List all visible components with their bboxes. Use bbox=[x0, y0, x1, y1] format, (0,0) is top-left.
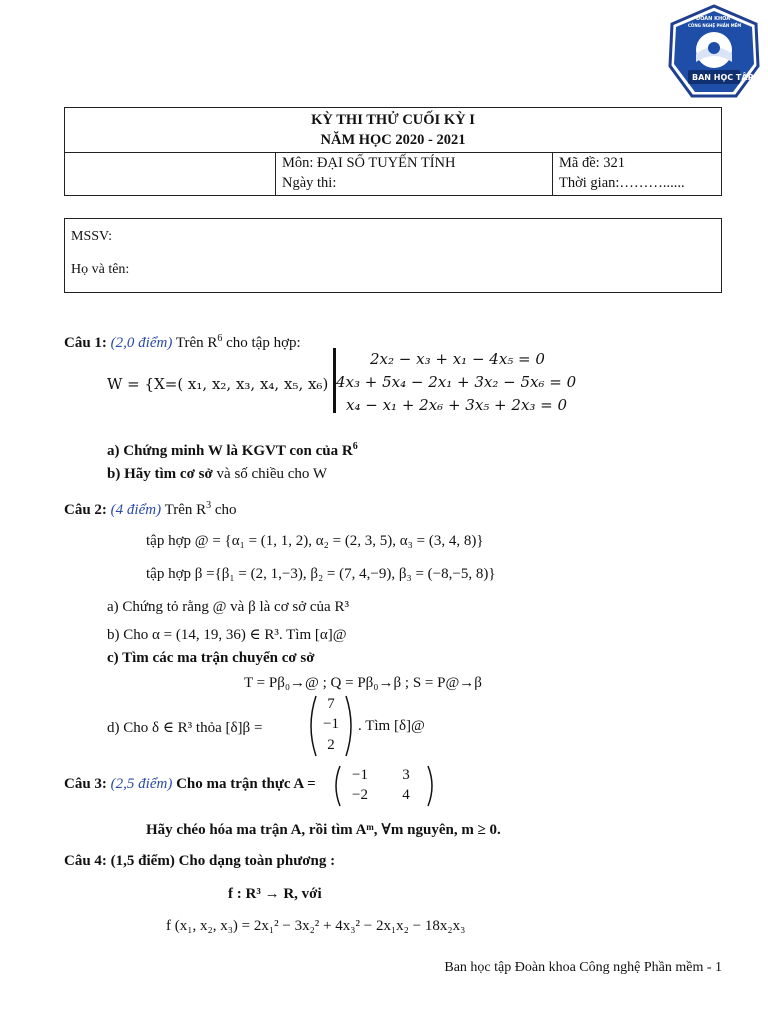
q2-sup: 3 bbox=[206, 500, 212, 511]
q1-points: (2,0 điểm) bbox=[110, 335, 173, 351]
q2-set2: tập hợp β ={β₁ = (2, 1,−3), β₂ = (7, 4,−9), β₃ = (−8,−5, 8)} bbox=[146, 566, 496, 582]
q1-a bbox=[107, 441, 358, 460]
exam-header-table bbox=[64, 107, 722, 196]
q2-intro: Trên R bbox=[164, 502, 207, 518]
exam-title-cell bbox=[65, 108, 722, 153]
exam-title: KỲ THI THỬ CUỐI KỲ I bbox=[311, 112, 475, 128]
q3-matrix bbox=[332, 764, 436, 808]
q1-set-lhs: W = {X=( x₁, x₂, x₃, x₄, x₅, x₆) bbox=[107, 375, 329, 393]
q3-heading bbox=[64, 776, 316, 793]
logo-bottom-text: BAN HỌC TẬP bbox=[692, 73, 754, 82]
q4-label: Câu 4: bbox=[64, 853, 107, 869]
q3-task: Hãy chéo hóa ma trận A, rồi tìm Aᵐ, ∀m nguyên, m ≥ 0. bbox=[146, 822, 501, 838]
q1-eq2: 4x₃ + 5x₄ − 2x₁ + 3x₂ − 5x₆ = 0 bbox=[336, 373, 577, 391]
exam-date: Ngày thi: bbox=[282, 175, 337, 191]
vector-entry-2: −1 bbox=[323, 716, 339, 732]
logo-top-text: ĐOÀN KHOA bbox=[696, 16, 731, 22]
q2-points: (4 điểm) bbox=[110, 502, 162, 518]
q2-a: a) Chứng tỏ rằng @ và β là cơ sở của R³ bbox=[107, 599, 349, 615]
ban-hoc-tap-logo bbox=[666, 4, 762, 102]
q1-heading bbox=[64, 333, 301, 352]
q1-eq1: 2x₂ − x₃ + x₁ − 4x₅ = 0 bbox=[370, 350, 545, 368]
matrix-a11: −1 bbox=[352, 767, 368, 783]
vector-entry-1: 7 bbox=[327, 696, 335, 712]
page-footer: Ban học tập Đoàn khoa Công nghệ Phần mềm - 1 bbox=[444, 960, 722, 975]
school-year: NĂM HỌC 2020 - 2021 bbox=[320, 132, 466, 148]
q3-label: Câu 3: bbox=[64, 776, 107, 792]
q4-points: (1,5 điểm) bbox=[110, 853, 175, 869]
q1-b: b) Hãy tìm cơ sở và số chiều cho W bbox=[107, 466, 328, 482]
exam-time: Thời gian:………...... bbox=[559, 175, 685, 191]
exam-code: Mã đề: 321 bbox=[559, 155, 626, 171]
q4-formula: f (x₁, x₂, x₃) = 2x₁² − 3x₂² + 4x₃² − 2x₁x₂ − 18x₂x₃ bbox=[166, 918, 466, 934]
q2-c-formula: T = Pβ₀→@ ; Q = Pβ₀→β ; S = P@→β bbox=[244, 675, 482, 691]
q2-intro-tail: cho bbox=[214, 502, 237, 518]
student-name-label: Họ và tên: bbox=[71, 262, 130, 277]
q3-points: (2,5 điểm) bbox=[110, 776, 173, 792]
q1-sup: 6 bbox=[217, 333, 223, 344]
empty-cell bbox=[65, 153, 276, 196]
q1-a-text: a) Chứng minh W là KGVT con của R bbox=[107, 443, 353, 459]
logo-mid-text: CÔNG NGHỆ PHẦN MỀM bbox=[688, 23, 742, 28]
vector-entry-3: 2 bbox=[327, 737, 335, 753]
mssv-label: MSSV: bbox=[71, 229, 112, 244]
q1-a-sup: 6 bbox=[352, 441, 358, 452]
matrix-a22: 4 bbox=[402, 787, 410, 803]
q4-heading bbox=[64, 853, 335, 870]
q4-intro: Cho dạng toàn phương : bbox=[178, 853, 336, 869]
q1-label: Câu 1: bbox=[64, 335, 107, 351]
q2-heading bbox=[64, 500, 237, 519]
q2-d-post: . Tìm [δ]@ bbox=[358, 718, 425, 734]
q4-map: f : R³ → R, với bbox=[228, 886, 322, 902]
q2-d-vector bbox=[306, 694, 356, 758]
q2-b: b) Cho α = (14, 19, 36) ∈ R³. Tìm [α]@ bbox=[107, 627, 347, 643]
q1-intro-tail: cho tập hợp: bbox=[226, 335, 301, 351]
student-info-box bbox=[64, 218, 722, 293]
q2-label: Câu 2: bbox=[64, 502, 107, 518]
subject: Môn: ĐẠI SỐ TUYẾN TÍNH bbox=[282, 155, 456, 171]
matrix-a12: 3 bbox=[402, 767, 410, 783]
q2-d-pre: d) Cho δ ∈ R³ thỏa [δ]β = bbox=[107, 720, 263, 736]
q2-c: c) Tìm các ma trận chuyển cơ sở bbox=[107, 650, 315, 666]
q3-intro: Cho ma trận thực A = bbox=[176, 776, 316, 792]
matrix-a21: −2 bbox=[352, 787, 368, 803]
q2-set1: tập hợp @ = {α₁ = (1, 1, 2), α₂ = (2, 3, 5), α₃ = (3, 4, 8)} bbox=[146, 533, 484, 549]
q1-eq3: x₄ − x₁ + 2x₆ + 3x₅ + 2x₃ = 0 bbox=[346, 396, 568, 414]
q1-intro: Trên R bbox=[175, 335, 218, 351]
